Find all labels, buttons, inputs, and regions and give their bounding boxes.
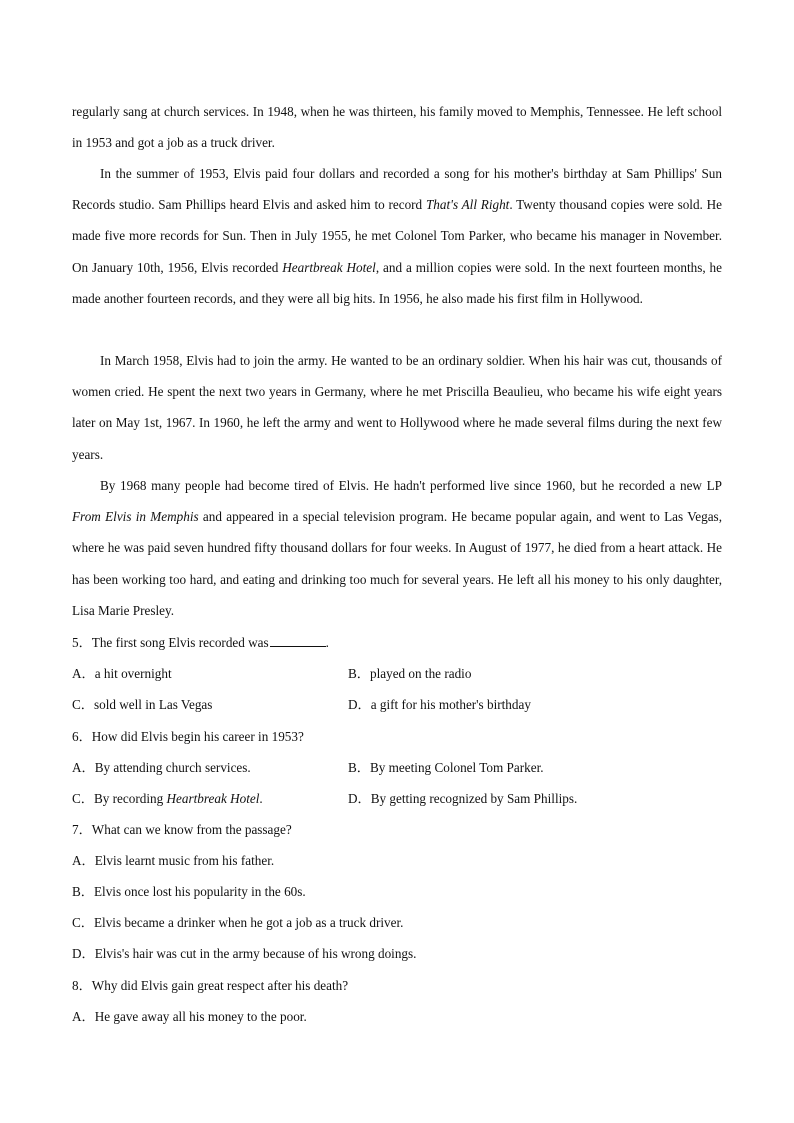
question-8-option-a: A．He gave away all his money to the poor. xyxy=(72,1009,307,1024)
question-6-stem: 6．How did Elvis begin his career in 1953? xyxy=(72,729,304,744)
paragraph-text: regularly sang at church services. In 1948, when he was thirteen, his family moved to Memphis, Tennessee. He left school in 1953 and got a job as a truck driver. xyxy=(72,104,722,151)
question-5-stem xyxy=(72,633,329,653)
album-title: From Elvis in Memphis xyxy=(72,509,199,525)
question-6-option-a: A．By attending church services. xyxy=(72,760,251,775)
question-6-option-c xyxy=(72,789,263,809)
question-5-option-a: A．a hit overnight xyxy=(72,666,172,681)
paragraph-text: and appeared in a special television program. He became popular again, and went to Las Vegas, where he was paid seven hundred fifty thousand dollars for four weeks. In August of 1977, he died from a heart attack. He has been working too hard, and eating and drinking too much for several years. He left all his money to his only daughter, Lisa Marie Presley. xyxy=(72,509,722,618)
question-7-option-a: A．Elvis learnt music from his father. xyxy=(72,853,275,868)
question-6-option-b: B．By meeting Colonel Tom Parker. xyxy=(348,760,544,775)
question-text: 5．The first song Elvis recorded was xyxy=(72,635,269,650)
question-5-option-b: B．played on the radio xyxy=(348,666,472,681)
question-text: . xyxy=(325,635,329,650)
song-title: That's All Right xyxy=(425,197,510,213)
passage-paragraph-4 xyxy=(72,470,722,626)
question-7-option-d: D．Elvis's hair was cut in the army because of his wrong doings. xyxy=(72,946,417,961)
question-7-stem: 7．What can we know from the passage? xyxy=(72,822,292,837)
song-title: Heartbreak Hotel xyxy=(166,791,260,806)
question-5-option-d: D．a gift for his mother's birthday xyxy=(348,697,531,712)
song-title: Heartbreak Hotel xyxy=(282,259,376,275)
question-7-option-c: C．Elvis became a drinker when he got a job as a truck driver. xyxy=(72,915,404,930)
option-text: . xyxy=(259,791,263,806)
passage-paragraph-2 xyxy=(72,158,722,314)
paragraph-text: In March 1958, Elvis had to join the army. He wanted to be an ordinary soldier. When his hair was cut, thousands of women cried. He spent the next two years in Germany, where he met Priscilla Beaulieu, who became his wife eight years later on May 1st, 1967. In 1960, he left the army and went to Hollywood where he made several films during the next few years. xyxy=(72,353,722,462)
question-6-option-d: D．By getting recognized by Sam Phillips. xyxy=(348,791,578,806)
passage-paragraph-1 xyxy=(72,96,722,158)
question-7-option-b: B．Elvis once lost his popularity in the 60s. xyxy=(72,884,306,899)
paragraph-text: By 1968 many people had become tired of Elvis. He hadn't performed live since 1960, but he recorded a new LP xyxy=(100,478,722,493)
question-8-stem: 8．Why did Elvis gain great respect after his death? xyxy=(72,978,349,993)
paragraph-text: In the summer of 1953, Elvis paid four dollars and recorded a song for his mother's birthday at Sam Phillips' Sun Records studio. Sam Phillips heard Elvis and asked him to record xyxy=(72,166,722,213)
passage-paragraph-3 xyxy=(72,345,722,470)
paragraph-text: , and a million copies were sold. In the next fourteen months, he made another fourteen records, and they were all big hits. In 1956, he also made his first film in Hollywood. xyxy=(72,259,723,306)
answer-blank xyxy=(270,634,326,647)
question-5-option-c: C．sold well in Las Vegas xyxy=(72,697,213,712)
option-text: C．By recording xyxy=(72,791,167,806)
paragraph-text: . Twenty thousand copies were sold. He made five more records for Sun. Then in July 1955, he met Colonel Tom Parker, who became his manager in November. On January 10th, 1956, Elvis recorded xyxy=(72,197,722,275)
